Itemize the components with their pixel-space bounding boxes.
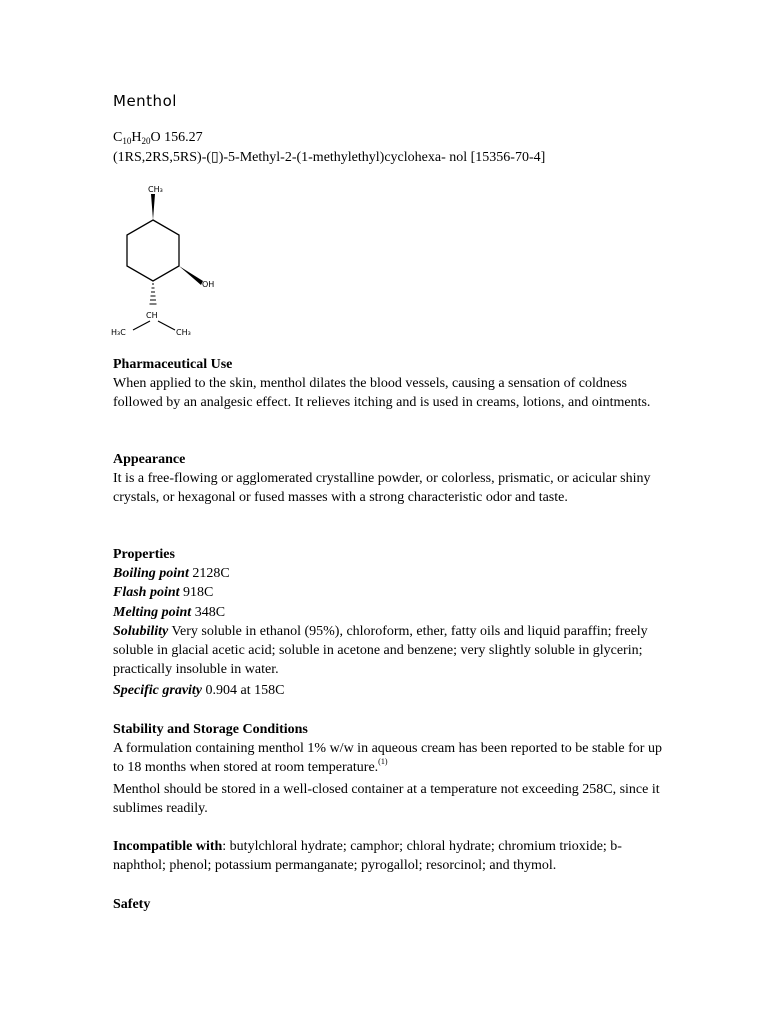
flash-point-label: Flash point: [113, 585, 180, 600]
formula-o-weight: O 156.27: [150, 130, 203, 145]
hydroxyl-wedge-bond: [179, 266, 203, 285]
specific-gravity-value: 0.904 at 158C: [202, 683, 285, 698]
isopropyl-hashed-bond: [150, 284, 157, 304]
ch-label: CH: [146, 311, 158, 320]
molecular-formula: [113, 128, 203, 147]
formula-c: C: [113, 130, 123, 145]
flash-point-value: 918C: [179, 585, 214, 600]
pharmaceutical-use-text: When applied to the skin, menthol dilates the blood vessels, causing a sensation of coldness followed by an analgesic effect. It relieves itching and is used in creams, lotions, and ointments.: [113, 376, 651, 410]
incompatible-label: Incompatible with: [113, 839, 223, 854]
boiling-point-row: [113, 564, 230, 583]
formula-c-count: 10: [122, 136, 132, 146]
pharmaceutical-use-heading: Pharmaceutical Use: [113, 357, 233, 372]
storage-text: Menthol should be stored in a well-closed container at a temperature not exceeding 258C, since it sublimes readily.: [113, 782, 660, 816]
melting-point-value: 348C: [191, 605, 226, 620]
appearance-heading: Appearance: [113, 452, 186, 467]
solubility-value: Very soluble in ethanol (95%), chloroform, ether, fatty oils and liquid paraffin; freely soluble in glacial acetic acid; soluble in acetone and benzene; very slightly soluble in glycerin; practically insoluble in water.: [113, 624, 648, 677]
solubility-row: [113, 622, 673, 679]
menthol-structure-diagram: [108, 180, 228, 340]
stability-reference: (1): [378, 757, 388, 766]
safety-heading: Safety: [113, 897, 151, 912]
formula-h-count: 20: [141, 136, 151, 146]
chemical-name: (1RS,2RS,5RS)-(▯)-5-Methyl-2-(1-methylethyl)cyclohexa- nol [15356-70-4]: [113, 150, 546, 165]
incompatible-list: : butylchloral hydrate; camphor; chloral hydrate; chromium trioxide; b-naphthol; phenol; potassium permanganate; pyrogallol; resorcinol; and thymol.: [113, 839, 622, 873]
boiling-point-label: Boiling point: [113, 566, 189, 581]
isopropyl-right-bond: [158, 321, 175, 330]
incompatible-text: [113, 837, 673, 875]
properties-heading: Properties: [113, 547, 175, 562]
boiling-point-value: 2128C: [188, 566, 230, 581]
solubility-label: Solubility: [113, 624, 169, 639]
page-title: Menthol: [113, 92, 177, 110]
specific-gravity-row: [113, 681, 284, 700]
isopropyl-left-bond: [133, 321, 150, 330]
flash-point-row: [113, 583, 213, 602]
methyl-wedge-bond: [151, 194, 155, 220]
ch3-right-label: CH₃: [176, 328, 191, 337]
formula-h: H: [131, 130, 142, 145]
melting-point-row: [113, 603, 225, 622]
cyclohexane-ring: [127, 220, 179, 281]
stability-text-main: A formulation containing menthol 1% w/w in aqueous cream has been reported to be stable for up to 18 months when stored at room temperature.: [113, 741, 662, 775]
melting-point-label: Melting point: [113, 605, 192, 620]
h3c-label: H₃C: [111, 328, 126, 337]
stability-text: [113, 739, 673, 777]
stability-heading: Stability and Storage Conditions: [113, 722, 308, 737]
appearance-text: It is a free-flowing or agglomerated crystalline powder, or colorless, prismatic, or acicular shiny crystals, or hexagonal or fused masses with a strong characteristic odor and taste.: [113, 471, 651, 505]
oh-label: OH: [202, 280, 215, 289]
specific-gravity-label: Specific gravity: [113, 683, 203, 698]
ch3-top-label: CH₃: [148, 185, 163, 194]
